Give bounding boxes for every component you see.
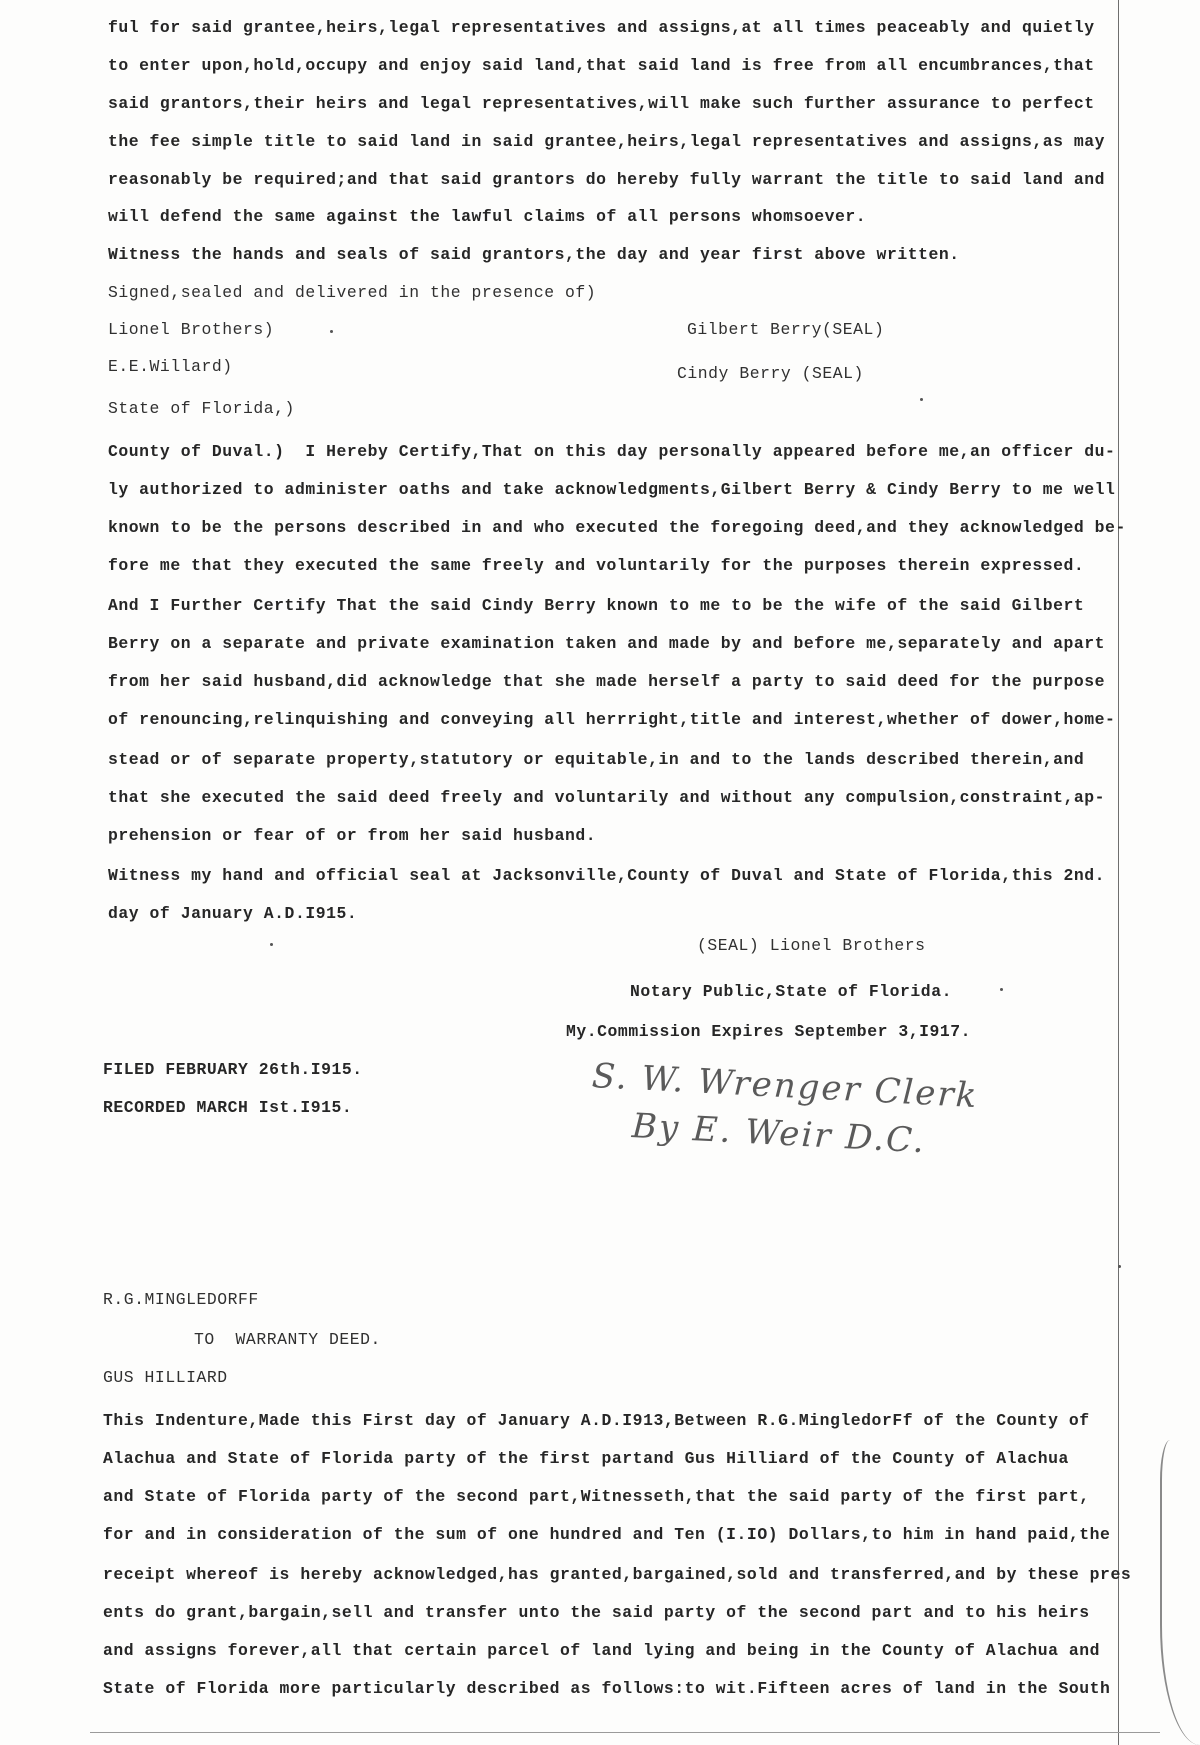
deed1-body-line-1: ful for said grantee,heirs,legal representatives and assigns,at all times peaceably and quietly bbox=[108, 18, 1095, 37]
deed1-ack-line-8: of renouncing,relinquishing and conveying all herrright,title and interest,whether of dower,home- bbox=[108, 710, 1116, 729]
deed1-witness-2: E.E.Willard) bbox=[108, 357, 233, 376]
notary-commission: My.Commission Expires September 3,I917. bbox=[566, 1022, 972, 1041]
deed2-body-line-8: State of Florida more particularly described as follows:to wit.Fifteen acres of land in the South bbox=[103, 1679, 1111, 1698]
deed1-body-line-5: reasonably be required;and that said grantors do hereby fully warrant the title to said land and bbox=[108, 170, 1106, 189]
deed2-body-line-7: and assigns forever,all that certain parcel of land lying and being in the County of Alachua and bbox=[103, 1641, 1101, 1660]
deed1-ack-line-10: that she executed the said deed freely and voluntarily and without any compulsion,constraint,ap- bbox=[108, 788, 1106, 807]
deed2-grantor: R.G.MINGLEDORFF bbox=[103, 1290, 259, 1309]
deed2-body-line-1: This Indenture,Made this First day of January A.D.I913,Between R.G.MingledorFf of the County of bbox=[103, 1411, 1090, 1430]
clerk-signature-line-1: S. W. Wrenger Clerk bbox=[590, 1056, 980, 1117]
deed2-body-line-6: ents do grant,bargain,sell and transfer unto the said party of the second part and to his heirs bbox=[103, 1603, 1090, 1622]
deed1-ack-line-6: Berry on a separate and private examination taken and made by and before me,separately and apart bbox=[108, 634, 1106, 653]
deed1-ack-line-3: known to be the persons described in and who executed the foregoing deed,and they acknowledged be- bbox=[108, 518, 1126, 537]
filed-date: FILED FEBRUARY 26th.I915. bbox=[103, 1060, 363, 1079]
scan-speck bbox=[1000, 988, 1003, 991]
deed1-body-line-4: the fee simple title to said land in said grantee,heirs,legal representatives and assigns,as may bbox=[108, 132, 1106, 151]
notary-seal-line: (SEAL) Lionel Brothers bbox=[697, 936, 926, 955]
deed1-ack-line-9: stead or of separate property,statutory or equitable,in and to the lands described therein,and bbox=[108, 750, 1085, 769]
deed1-ack-line-7: from her said husband,did acknowledge that she made herself a party to said deed for the purpose bbox=[108, 672, 1106, 691]
deed2-body-line-3: and State of Florida party of the second part,Witnesseth,that the said party of the first part, bbox=[103, 1487, 1090, 1506]
deed1-witness-1: Lionel Brothers) bbox=[108, 320, 275, 339]
scan-speck bbox=[920, 398, 923, 401]
deed1-ack-line-12: Witness my hand and official seal at Jacksonville,County of Duval and State of Florida,this 2nd. bbox=[108, 866, 1106, 885]
notary-title: Notary Public,State of Florida. bbox=[630, 982, 952, 1001]
deed1-state-line: State of Florida,) bbox=[108, 399, 295, 418]
page-curl-edge bbox=[1160, 1440, 1200, 1745]
deed1-grantor-2: Cindy Berry (SEAL) bbox=[677, 364, 864, 383]
scan-speck bbox=[330, 330, 333, 333]
scan-speck bbox=[270, 943, 273, 946]
deed2-deed-type: TO WARRANTY DEED. bbox=[194, 1330, 381, 1349]
deed1-ack-line-4: fore me that they executed the same freely and voluntarily for the purposes therein expressed. bbox=[108, 556, 1085, 575]
deed2-body-line-5: receipt whereof is hereby acknowledged,has granted,bargained,sold and transferred,and by these pres bbox=[103, 1565, 1132, 1584]
deed1-ack-line-11: prehension or fear of or from her said husband. bbox=[108, 826, 597, 845]
deed1-ack-line-1: County of Duval.) I Hereby Certify,That on this day personally appeared before me,an officer du- bbox=[108, 442, 1116, 461]
deed1-ack-line-13: day of January A.D.I915. bbox=[108, 904, 358, 923]
right-margin-rule bbox=[1118, 0, 1119, 1745]
deed1-ack-line-2: ly authorized to administer oaths and take acknowledgments,Gilbert Berry & Cindy Berry to me well bbox=[108, 480, 1116, 499]
deed1-grantor-1: Gilbert Berry(SEAL) bbox=[687, 320, 885, 339]
scan-speck bbox=[1118, 1265, 1121, 1268]
bottom-page-edge bbox=[90, 1732, 1160, 1733]
clerk-signature-line-2: By E. Weir D.C. bbox=[630, 1106, 927, 1162]
deed1-body-line-3: said grantors,their heirs and legal representatives,will make such further assurance to perfect bbox=[108, 94, 1095, 113]
deed1-witness-clause: Witness the hands and seals of said grantors,the day and year first above written. bbox=[108, 245, 960, 264]
deed2-body-line-4: for and in consideration of the sum of one hundred and Ten (I.IO) Dollars,to him in hand paid,the bbox=[103, 1525, 1111, 1544]
deed2-grantee: GUS HILLIARD bbox=[103, 1368, 228, 1387]
deed1-ack-line-5: And I Further Certify That the said Cindy Berry known to me to be the wife of the said Gilbert bbox=[108, 596, 1085, 615]
deed1-body-line-6: will defend the same against the lawful claims of all persons whomsoever. bbox=[108, 207, 867, 226]
deed1-signed-line: Signed,sealed and delivered in the presence of) bbox=[108, 283, 597, 302]
recorded-date: RECORDED MARCH Ist.I915. bbox=[103, 1098, 353, 1117]
deed1-body-line-2: to enter upon,hold,occupy and enjoy said land,that said land is free from all encumbrances,that bbox=[108, 56, 1095, 75]
deed2-body-line-2: Alachua and State of Florida party of the first partand Gus Hilliard of the County of Alachua bbox=[103, 1449, 1069, 1468]
